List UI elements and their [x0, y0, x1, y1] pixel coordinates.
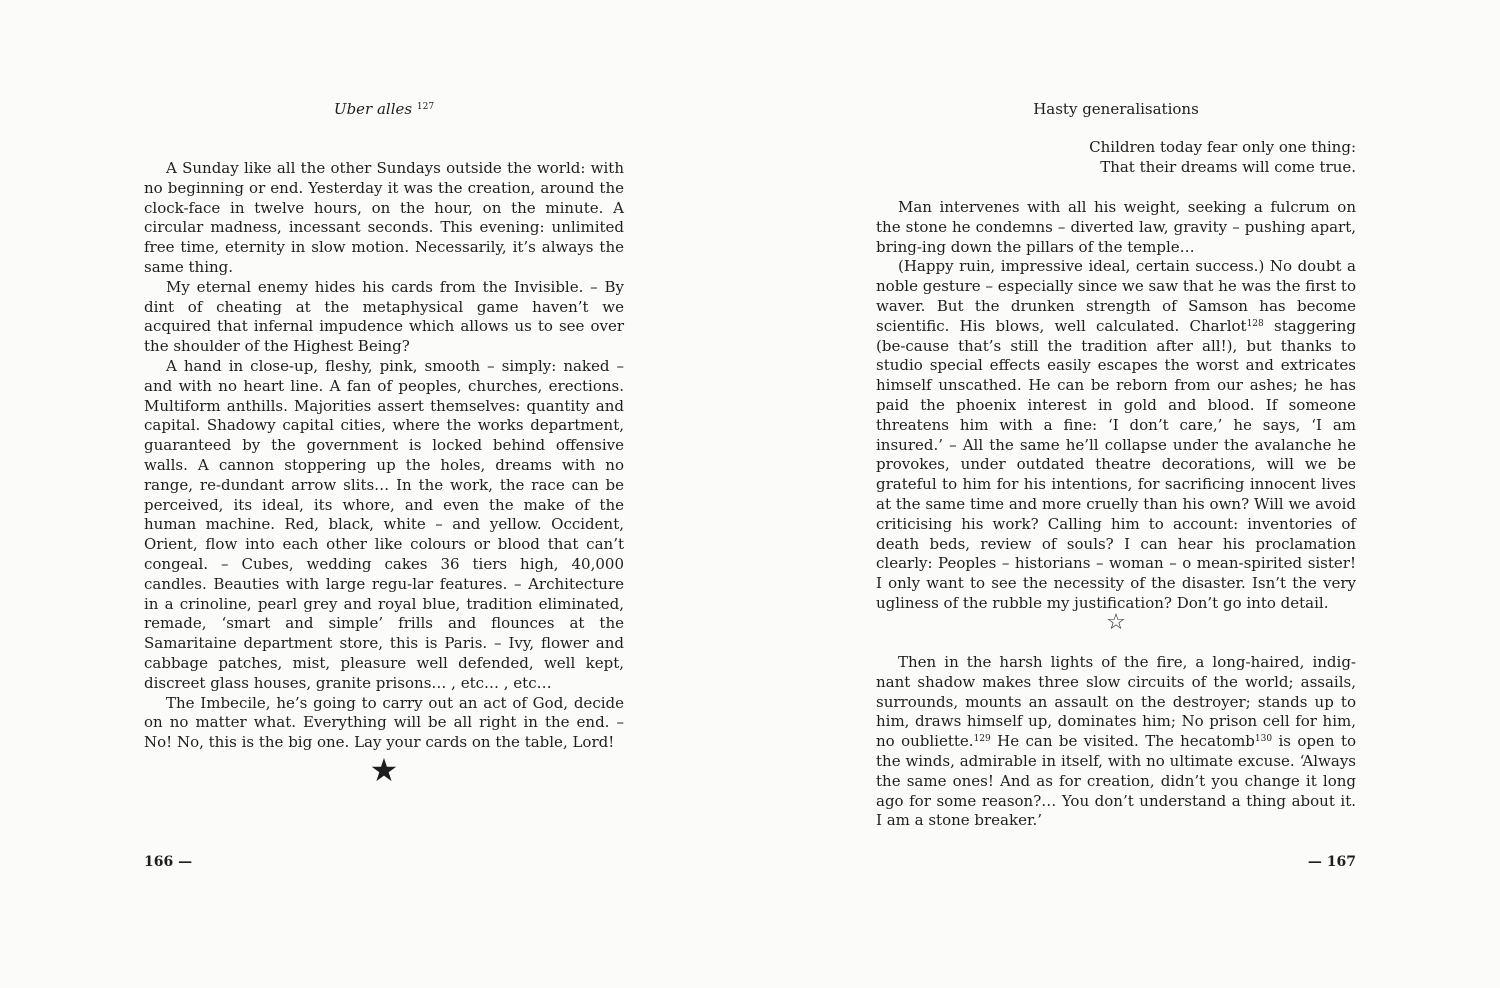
epigraph-line: That their dreams will come true. — [1100, 157, 1356, 176]
paragraph: A hand in close-up, fleshy, pink, smooth – simply: naked – and with no heart line. A fan of peoples, churches, erections. Multiform anthills. Majorities assert themselves: quantity and capital. Shadowy capital cities, where the works department, guaranteed by the government is locked behind offensive walls. A cannon stoppering up the holes, dreams with no range, re-dundant arrow slits… In the work, the race can be perceived, its ideal, its whore, and even the make of the human machine. Red, black, white – and yellow. Occident, Orient, flow into each other like colours or blood that can’t congeal. – Cubes, wedding cakes 36 tiers high, 40,000 candles. Beauties with large regu-lar features. – Architecture in a crinoline, pearl grey and royal blue, tradition eliminated, remade, ‘smart and simple’ frills and flounces at the Samaritaine department store, this is Paris. – Ivy, flower and cabbage patches, mist, pleasure well defended, well kept, discreet glass houses, granite prisons… , etc… , etc… — [144, 356, 624, 692]
epigraph — [876, 138, 1356, 178]
filled-star-icon: ★ — [369, 751, 399, 789]
paragraph — [876, 653, 1356, 831]
epigraph-line: Children today fear only one thing: — [1089, 138, 1356, 156]
right-running-head: Hasty generalisations — [1033, 100, 1199, 118]
paragraph: A Sunday like all the other Sundays outside the world: with no beginning or end. Yesterday it was the creation, around the clock-face in twelve hours, on the hour, on the minute. A circular madness, incessant seconds. This evening: unlimited free time, eternity in slow motion. Necessarily, it’s always the same thing. — [144, 159, 624, 276]
right-body-text-continued — [876, 653, 1356, 831]
paragraph-text: (Happy ruin, impressive ideal, certain success.) No doubt a noble gesture – especially since we saw that he was the first to waver. But the drunken strength of Samson has become scientific. His blows, well calculated. Charlot — [876, 257, 1356, 335]
right-page — [750, 0, 1500, 988]
left-page-number: 166 — — [144, 854, 193, 870]
paragraph-text: staggering (be-cause that’s still the tradition after all!), but thanks to studio special effects easily escapes the worst and extricates himself unscathed. He can be reborn from our ashes; he has paid the phoenix interest in gold and blood. If someone threatens him with a fine: ‘I don’t care,’ he says, ‘I am insured.’ – All the same he’ll collapse under the avalanche he provokes, under outdated theatre decorations, will we be grateful to him for his intentions, for sacrificing innocent lives at the same time and more cruelly than his own? Will we avoid criticising his work? Calling him to account: inventories of death beds, review of souls? I can hear his proclamation clearly: Peoples – historians – woman – o mean-spirited sister! I only want to see the necessity of the disaster. Isn’t the very ugliness of the rubble my justification? Don’t go into detail. — [876, 316, 1356, 612]
paragraph — [876, 257, 1356, 613]
paragraph: My eternal enemy hides his cards from the Invisible. – By dint of cheating at the metaphysical game haven’t we acquired that infernal impudence which allows us to see over the shoulder of the Highest Being? — [144, 277, 624, 356]
left-body-text — [144, 159, 624, 753]
left-running-head — [144, 98, 624, 120]
footnote-marker-130: 130 — [1254, 734, 1273, 745]
right-body-text — [876, 198, 1356, 614]
paragraph-text: Then in the harsh lights of the fire, a long-haired, indig-nant shadow makes three slow circuits of the world; assails, surrounds, mounts an assault on the destroyer; stands up to him, draws himself up, dominates him; No prison cell for him, no oubliette. — [876, 653, 1356, 751]
paragraph-text: is open to the winds, admirable in itself, with no ultimate excuse. ‘Always the same ones! And as for creation, didn’t you change it long ago for some reason?… You don’t understand a thing about it. I am a stone breaker.’ — [876, 732, 1356, 830]
right-page-number: — 167 — [1307, 854, 1356, 870]
paragraph: Man intervenes with all his weight, seeking a fulcrum on the stone he condemns – diverted law, gravity – pushing apart, bring-ing down the pillars of the temple… — [876, 198, 1356, 256]
footnote-marker-127: 127 — [416, 102, 435, 112]
footnote-marker-128: 128 — [1246, 318, 1264, 329]
paragraph: The Imbecile, he’s going to carry out an act of God, decide on no matter what. Everything will be all right in the end. – No! No, this is the big one. Lay your cards on the table, Lord! — [144, 693, 624, 752]
outline-star-icon: ☆ — [1106, 610, 1126, 635]
footnote-marker-129: 129 — [973, 734, 991, 745]
paragraph-text: He can be visited. The hecatomb — [990, 732, 1255, 751]
left-running-head-title: Uber alles — [333, 100, 413, 118]
